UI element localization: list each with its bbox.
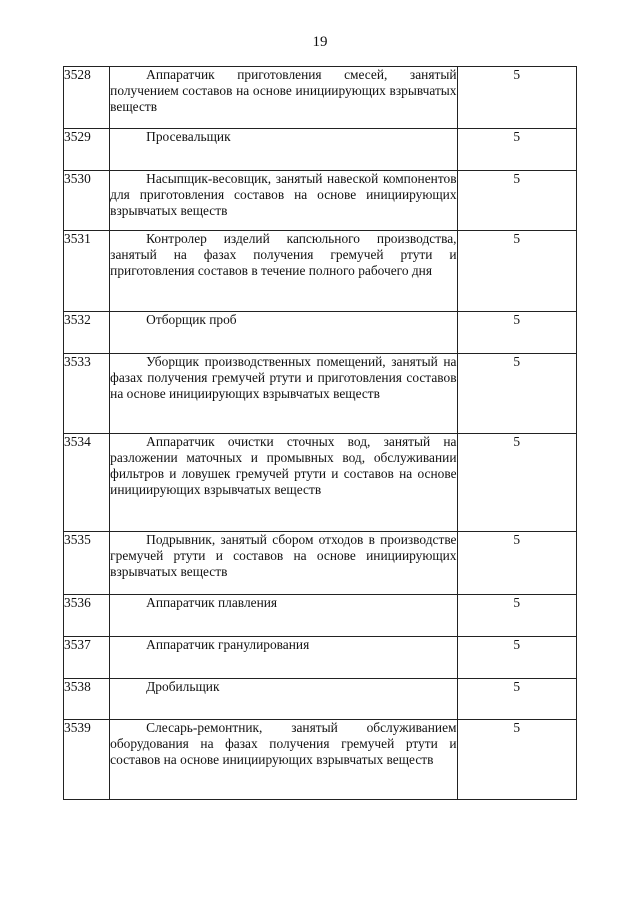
page-number: 19 bbox=[312, 34, 328, 50]
description-cell: Слесарь-ремонтник, занятый обслуживанием оборудования на фазах получения гремучей ртути и составов на основе инициирующих взрывчатых веществ bbox=[110, 720, 457, 800]
code-cell: 3536 bbox=[64, 595, 110, 637]
table-body bbox=[64, 67, 577, 800]
category-cell: 5 bbox=[457, 231, 576, 312]
description-cell: Аппаратчик плавления bbox=[110, 595, 457, 637]
category-cell: 5 bbox=[457, 67, 576, 129]
code-cell: 3531 bbox=[64, 231, 110, 312]
category-cell: 5 bbox=[457, 595, 576, 637]
table-row bbox=[64, 595, 577, 637]
table-row bbox=[64, 312, 577, 354]
code-cell: 3534 bbox=[64, 434, 110, 532]
description-cell: Аппаратчик приготовления смесей, занятый получением составов на основе инициирующих взрывчатых веществ bbox=[110, 67, 457, 129]
table-row bbox=[64, 354, 577, 434]
description-cell: Контролер изделий капсюльного производства, занятый на фазах получения гремучей ртути и приготовления составов в течение полного рабочего дня bbox=[110, 231, 457, 312]
code-cell: 3535 bbox=[64, 532, 110, 595]
description-cell: Уборщик производственных помещений, занятый на фазах получения гремучей ртути и приготовления составов на основе инициирующих взрывчатых веществ bbox=[110, 354, 457, 434]
category-cell: 5 bbox=[457, 354, 576, 434]
table-row bbox=[64, 434, 577, 532]
category-cell: 5 bbox=[457, 637, 576, 679]
table-row bbox=[64, 129, 577, 171]
category-cell: 5 bbox=[457, 679, 576, 720]
category-cell: 5 bbox=[457, 312, 576, 354]
code-cell: 3537 bbox=[64, 637, 110, 679]
table-row bbox=[64, 231, 577, 312]
table-row bbox=[64, 67, 577, 129]
category-cell: 5 bbox=[457, 532, 576, 595]
description-cell: Отборщик проб bbox=[110, 312, 457, 354]
code-cell: 3530 bbox=[64, 171, 110, 231]
table-row bbox=[64, 171, 577, 231]
code-cell: 3539 bbox=[64, 720, 110, 800]
category-cell: 5 bbox=[457, 129, 576, 171]
table-row bbox=[64, 720, 577, 800]
table-row bbox=[64, 637, 577, 679]
code-cell: 3528 bbox=[64, 67, 110, 129]
description-cell: Подрывник, занятый сбором отходов в производстве гремучей ртути и составов на основе инициирующих взрывчатых веществ bbox=[110, 532, 457, 595]
description-cell: Насыпщик-весовщик, занятый навеской компонентов для приготовления составов на основе инициирующих взрывчатых веществ bbox=[110, 171, 457, 231]
category-cell: 5 bbox=[457, 720, 576, 800]
code-cell: 3532 bbox=[64, 312, 110, 354]
description-cell: Просевальщик bbox=[110, 129, 457, 171]
table-row bbox=[64, 679, 577, 720]
profession-table bbox=[63, 66, 577, 800]
description-cell: Аппаратчик очистки сточных вод, занятый на разложении маточных и промывных вод, обслуживании фильтров и ловушек гремучей ртути и составов на основе инициирующих взрывчатых веществ bbox=[110, 434, 457, 532]
category-cell: 5 bbox=[457, 434, 576, 532]
description-cell: Аппаратчик гранулирования bbox=[110, 637, 457, 679]
code-cell: 3538 bbox=[64, 679, 110, 720]
code-cell: 3529 bbox=[64, 129, 110, 171]
description-cell: Дробильщик bbox=[110, 679, 457, 720]
category-cell: 5 bbox=[457, 171, 576, 231]
code-cell: 3533 bbox=[64, 354, 110, 434]
table-row bbox=[64, 532, 577, 595]
